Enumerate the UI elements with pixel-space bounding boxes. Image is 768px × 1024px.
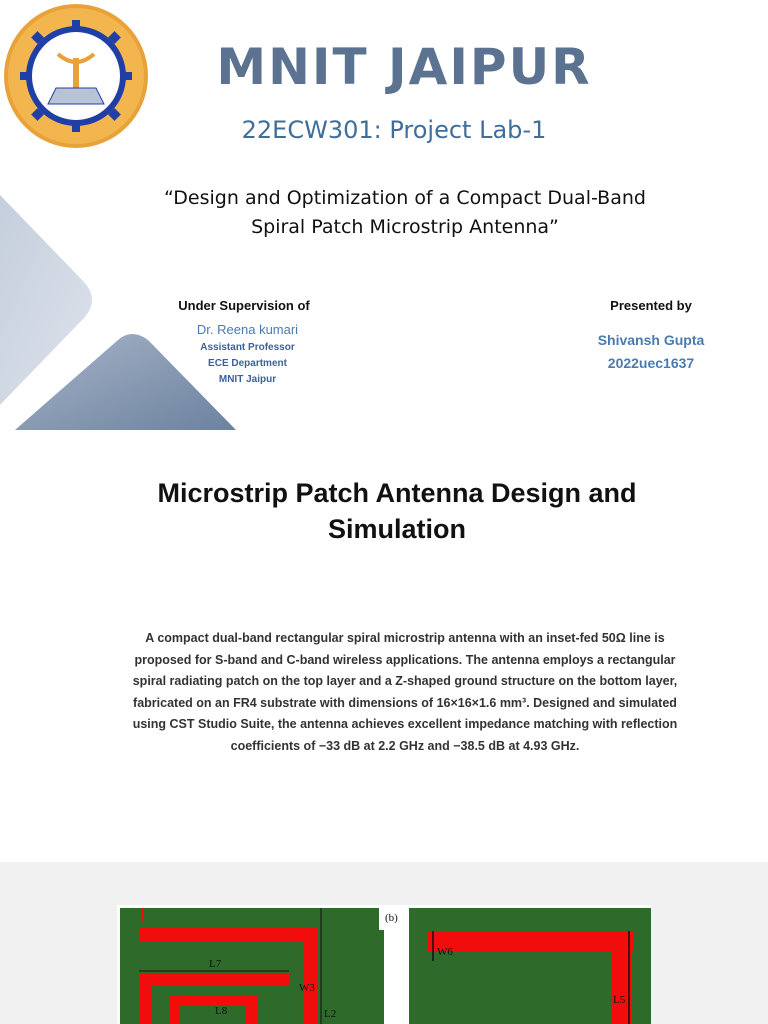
figure-panel-label: (b): [385, 912, 398, 924]
abstract-line: using CST Studio Suite, the antenna achieves excellent impedance matching with reflection: [132, 717, 678, 732]
supervisor-name: Dr. Reena kumari: [196, 322, 299, 337]
supervisor-institute: MNIT Jaipur: [218, 374, 277, 385]
abstract-line: fabricated on an FR4 substrate with dimensions of 16×16×1.6 mm³. Designed and simulated: [133, 695, 677, 710]
project-title-line: Spiral Patch Microstrip Antenna”: [251, 216, 559, 238]
presenter-id: 2022uec1637: [607, 355, 695, 371]
supervisor-designation: Assistant Professor: [200, 342, 295, 353]
section-title-line: Microstrip Patch Antenna Design and: [157, 478, 637, 508]
figure-label-l8: L8: [215, 1005, 228, 1017]
page-title: MNIT JAIPUR: [216, 38, 592, 96]
presenter-heading: Presented by: [610, 298, 692, 313]
antenna-top-layer: [120, 908, 384, 1024]
section-title-line: Simulation: [327, 514, 466, 544]
abstract-paragraph: [108, 628, 702, 758]
abstract-line: coefficients of −33 dB at 2.2 GHz and −38.5 dB at 4.93 GHz.: [230, 738, 580, 753]
figure-label-l7: L7: [209, 958, 222, 970]
supervision-heading: Under Supervision of: [178, 298, 310, 313]
project-title-line: “Design and Optimization of a Compact Dual-Band: [164, 187, 646, 209]
figure-label-l5: L5: [613, 994, 626, 1006]
abstract-line: proposed for S-band and C-band wireless applications. The antenna employs a rectangular: [134, 652, 676, 667]
figure-label-w6: W6: [437, 946, 453, 958]
antenna-figure: [117, 905, 651, 1024]
course-code: 22ECW301: Project Lab-1: [241, 116, 547, 144]
figure-label-w3: W3: [299, 982, 315, 994]
supervisor-department: ECE Department: [208, 358, 287, 369]
abstract-line: spiral radiating patch on the top layer and a Z-shaped ground structure on the bottom layer,: [132, 674, 678, 689]
section-title: [100, 475, 694, 547]
figure-label-l2: L2: [324, 1008, 337, 1020]
abstract-line: A compact dual-band rectangular spiral microstrip antenna with an inset-fed 50Ω line is: [145, 631, 665, 645]
antenna-bottom-layer: [409, 908, 651, 1024]
presenter-name: Shivansh Gupta: [597, 332, 705, 348]
